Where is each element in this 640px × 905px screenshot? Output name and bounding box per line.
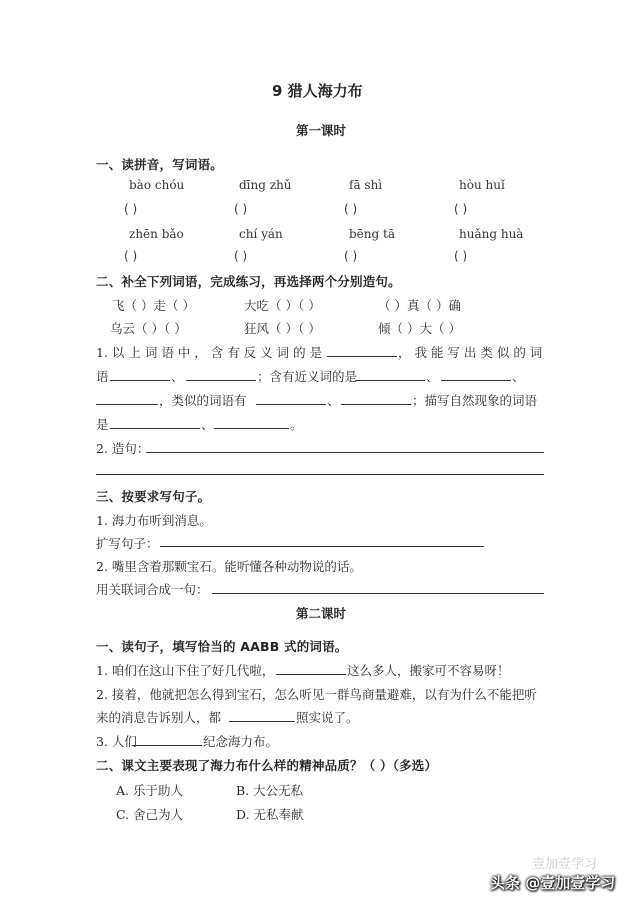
answer-blank[interactable]: ( ) bbox=[454, 249, 468, 263]
question-text: ，类似的词语有 bbox=[159, 393, 247, 408]
question-text: 、 bbox=[426, 369, 439, 384]
word-fill-fei-zou[interactable]: 飞（ ）走（ ） bbox=[112, 298, 195, 313]
answer-blank[interactable]: ( ) bbox=[124, 249, 138, 263]
answer-line[interactable] bbox=[132, 745, 202, 746]
option-a[interactable]: A. 乐于助人 bbox=[116, 783, 183, 798]
lesson-one-label: 第一课时 bbox=[296, 123, 347, 138]
faint-watermark: 壹加壹学习 bbox=[532, 857, 598, 872]
answer-line[interactable] bbox=[96, 404, 158, 405]
question-text: ；描写自然现象的词语 bbox=[412, 393, 538, 408]
question-text: 纪念海力布。 bbox=[203, 734, 279, 749]
source-watermark: 头条 @壹加壹学习 bbox=[490, 874, 616, 892]
answer-line[interactable] bbox=[229, 721, 295, 722]
pinyin-beng-ta: bēng tā bbox=[349, 227, 395, 241]
section-2-heading: 二、补全下列词语，完成练习，再选择两个分别造句。 bbox=[96, 274, 401, 289]
answer-blank[interactable]: ( ) bbox=[234, 202, 248, 216]
word-fill-qing-da[interactable]: 倾（ ）大（ ） bbox=[378, 321, 461, 336]
expand-sentence-label: 扩写句子： bbox=[96, 536, 159, 551]
pinyin-zhen-bao: zhēn bǎo bbox=[129, 227, 184, 241]
question-text: 1. 以 上 词 语 中 ， 含 有 反 义 词 的 是 bbox=[96, 345, 323, 360]
question-text: 3. 人们 bbox=[96, 734, 137, 749]
answer-blank[interactable]: ( ) bbox=[234, 249, 248, 263]
page-title: 9 猎人海力布 bbox=[272, 82, 363, 100]
make-sentence-label: 2. 造句： bbox=[96, 441, 150, 456]
question-text: 。 bbox=[290, 417, 303, 432]
word-fill-wu-yun[interactable]: 乌云（ ）（ ） bbox=[110, 321, 187, 336]
answer-line[interactable] bbox=[110, 428, 200, 429]
lesson2-section-2-heading: 二、课文主要表现了海力布什么样的精神品质？（ ）（多选） bbox=[96, 758, 438, 773]
question-text: 语 bbox=[96, 369, 109, 384]
question-text: 、 bbox=[201, 417, 214, 432]
answer-line[interactable] bbox=[441, 380, 511, 381]
answer-line[interactable] bbox=[355, 380, 425, 381]
question-text: 照实说了。 bbox=[296, 710, 359, 725]
question-text: 来的消息告诉别人，都 bbox=[96, 710, 222, 725]
option-d[interactable]: D. 无私奉献 bbox=[236, 807, 304, 822]
question-text: ；含有近义词的是 bbox=[257, 369, 358, 384]
pinyin-chi-yan: chí yán bbox=[239, 227, 283, 241]
answer-line[interactable] bbox=[276, 674, 346, 675]
pinyin-huang-hua: huǎng huà bbox=[459, 227, 524, 241]
answer-line[interactable] bbox=[341, 404, 411, 405]
answer-line[interactable] bbox=[214, 428, 289, 429]
question-text: 1. 咱们在这山下住了好几代啦， bbox=[96, 663, 275, 678]
answer-line[interactable] bbox=[160, 546, 484, 547]
section-3-heading: 三、按要求写句子。 bbox=[96, 489, 211, 504]
lesson2-section-1-heading: 一、读句子，填写恰当的 AABB 式的词语。 bbox=[96, 639, 348, 654]
answer-blank[interactable]: ( ) bbox=[124, 202, 138, 216]
pinyin-bao-chou: bào chóu bbox=[129, 178, 185, 192]
answer-line[interactable] bbox=[146, 452, 544, 453]
word-fill-zhen-que[interactable]: （ ）真（ ）确 bbox=[378, 298, 461, 313]
answer-line[interactable] bbox=[212, 593, 544, 594]
answer-blank[interactable]: ( ) bbox=[344, 202, 358, 216]
answer-line[interactable] bbox=[327, 356, 397, 357]
lesson-two-label: 第二课时 bbox=[296, 606, 347, 621]
question-text: 、 bbox=[512, 369, 525, 384]
question-text: 2. 接着，他就把怎么得到宝石，怎么听见一群鸟商量避难，以有为什么不能把听 bbox=[96, 687, 537, 702]
answer-line[interactable] bbox=[256, 404, 326, 405]
pinyin-hou-hui: hòu huǐ bbox=[459, 178, 505, 192]
word-fill-kuang-feng[interactable]: 狂风（ ）（ ） bbox=[244, 321, 321, 336]
pinyin-fa-shi: fā shì bbox=[349, 178, 383, 192]
answer-line[interactable] bbox=[110, 380, 170, 381]
combine-sentence-label: 用关联词合成一句： bbox=[96, 582, 209, 597]
question-text: 这么多人，搬家可不容易呀！ bbox=[347, 663, 510, 678]
question-text: 2. 嘴里含着那颗宝石。能听懂各种动物说的话。 bbox=[96, 559, 362, 574]
answer-line[interactable] bbox=[96, 474, 544, 475]
question-text: ， 我 能 写 出 类 似 的 词 bbox=[398, 345, 543, 360]
answer-blank[interactable]: ( ) bbox=[344, 249, 358, 263]
option-b[interactable]: B. 大公无私 bbox=[236, 783, 304, 798]
answer-blank[interactable]: ( ) bbox=[454, 202, 468, 216]
question-text: 、 bbox=[327, 393, 340, 408]
option-c[interactable]: C. 舍己为人 bbox=[116, 807, 184, 822]
word-fill-da-chi[interactable]: 大吃（ ）（ ） bbox=[244, 298, 321, 313]
answer-line[interactable] bbox=[186, 380, 256, 381]
pinyin-ding-zhu: dīng zhǔ bbox=[239, 178, 292, 192]
question-text: 、 bbox=[171, 369, 184, 384]
question-text: 是 bbox=[96, 417, 109, 432]
section-1-heading: 一、读拼音，写词语。 bbox=[96, 157, 224, 172]
question-text: 1. 海力布听到消息。 bbox=[96, 513, 212, 528]
